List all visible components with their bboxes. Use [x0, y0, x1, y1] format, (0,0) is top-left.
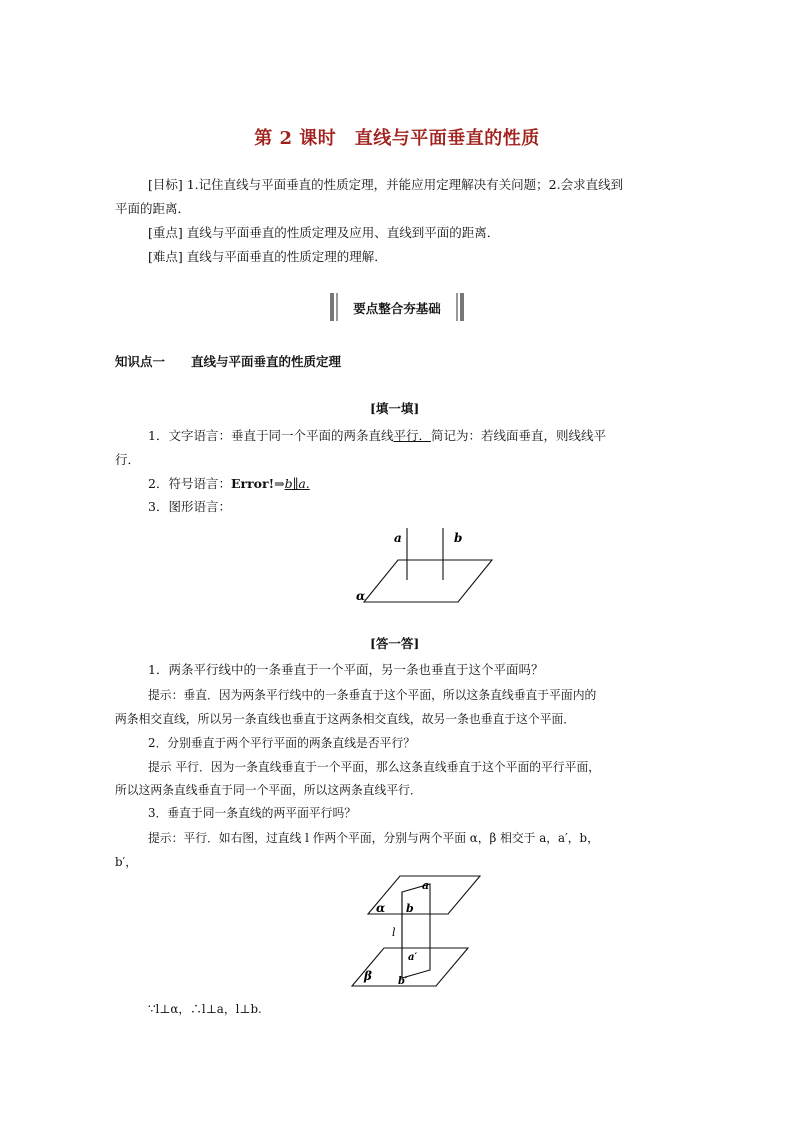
- answer-header: [答一答]: [370, 636, 420, 651]
- fill-item-1-answer: 平行．: [393, 428, 431, 443]
- fill-item-2-prefix: 2．符号语言：: [148, 476, 231, 491]
- plane-alpha: [364, 560, 492, 602]
- page-title: 第 2 课时 直线与平面垂直的性质: [254, 128, 540, 149]
- label-alpha: α: [356, 589, 366, 603]
- plane-through-l: [402, 884, 430, 978]
- answer-3-line-2: b′，: [115, 855, 138, 869]
- question-2: 2．分别垂直于两个平行平面的两条直线是否平行？: [148, 736, 416, 750]
- goal-line-1: [目标] 1.记住直线与平面垂直的性质定理，并能应用定理解决有关问题；2.会求直线到: [148, 177, 624, 192]
- fill-header: [填一填]: [370, 401, 420, 416]
- label-alpha: α: [376, 901, 386, 915]
- goal-line-2: 平面的距离．: [115, 201, 191, 216]
- answer-3-line-1: 提示：平行．如右图，过直线 l 作两个平面，分别与两个平面 α，β 相交于 a，a′，b，: [148, 831, 599, 845]
- answer-2-line-1: 提示 平行．因为一条直线垂直于一个平面，那么这条直线垂直于这个平面的平行平面，: [148, 760, 601, 774]
- fill-item-3: 3．图形语言：: [148, 499, 231, 514]
- figure-parallel-planes: [340, 870, 490, 992]
- question-1: 1．两条平行线中的一条垂直于一个平面，另一条也垂直于这个平面吗？: [148, 662, 544, 677]
- knowledge-point-label: 知识点一: [115, 354, 166, 369]
- fill-item-1-prefix: 1．文字语言：垂直于同一个平面的两条直线: [148, 428, 394, 443]
- label-l: l: [392, 926, 396, 939]
- fill-item-2: [148, 475, 310, 493]
- knowledge-point-name: 直线与平面垂直的性质定理: [191, 354, 342, 369]
- figure-parallel-lines: [340, 520, 510, 610]
- answer-1-line-2: 两条相交直线，所以另一条直线也垂直于这两条相交直线，故另一条也垂直于这个平面．: [115, 712, 576, 726]
- fill-item-1-suffix: 简记为：若线面垂直，则线线平: [430, 428, 606, 443]
- label-a-prime: a′: [408, 952, 418, 963]
- conclusion: ∵l⊥α，∴l⊥a，l⊥b.: [148, 1002, 262, 1016]
- section-header: [330, 293, 464, 321]
- label-beta: β: [364, 969, 372, 983]
- label-a: a: [394, 531, 402, 545]
- question-3: 3．垂直于同一条直线的两平面平行吗？: [148, 806, 357, 820]
- difficult-point: [难点] 直线与平面垂直的性质定理的理解．: [148, 249, 387, 264]
- answer-2-line-2: 所以这两条直线垂直于同一个平面，所以这两条直线平行．: [115, 783, 422, 797]
- label-b-prime: b′: [398, 976, 408, 987]
- fill-item-2-arrow: ⇒: [274, 476, 285, 491]
- section-header-text: 要点整合夯基础: [353, 301, 441, 316]
- key-point: [重点] 直线与平面垂直的性质定理及应用、直线到平面的距离．: [148, 225, 500, 240]
- fill-item-1-line2: 行．: [115, 452, 141, 467]
- label-a: a: [422, 879, 430, 892]
- label-b: b: [454, 531, 463, 545]
- fill-item-1: [148, 427, 606, 445]
- answer-1-line-1: 提示：垂直．因为两条平行线中的一条垂直于这个平面，所以这条直线垂直于平面内的: [148, 688, 597, 702]
- label-b: b: [406, 902, 414, 915]
- fill-item-2-result: b∥a.: [284, 476, 310, 491]
- fill-item-2-error: Error!: [230, 476, 275, 491]
